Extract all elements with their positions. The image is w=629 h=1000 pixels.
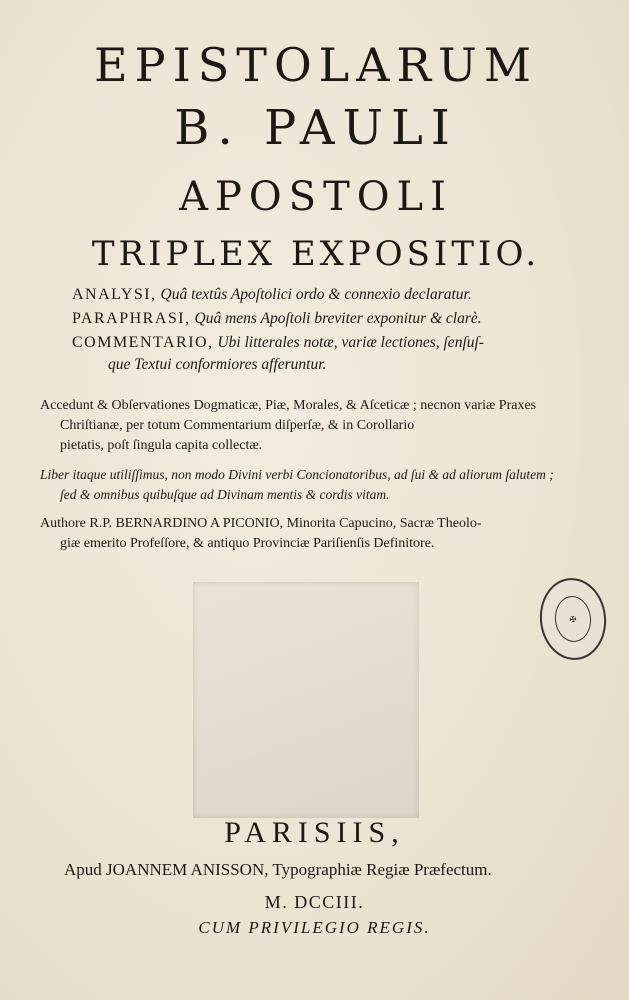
- paraphrasi-label: PARAPHRASI,: [72, 310, 191, 327]
- commentario-continuation: que Textui conformiores afferuntur.: [108, 356, 327, 373]
- analysi-label: ANALYSI,: [72, 286, 157, 303]
- commentario-label: COMMENTARIO,: [72, 334, 214, 351]
- title-line-triplex-expositio: TRIPLEX EXPOSITIO.: [91, 234, 541, 274]
- imprint-city: PARISIIS,: [224, 816, 405, 849]
- liber-line-2: ſed & omnibus quibuſque ad Divinam mentis & cordis vitam.: [60, 487, 390, 502]
- title-line-b-pauli: B. PAULI: [174, 100, 458, 156]
- paper-patch: [193, 582, 419, 818]
- library-stamp: [536, 575, 610, 663]
- author-line-1: Authore R.P. BERNARDINO A PICONIO, Minorita Capucino, Sacræ Theolo-: [40, 516, 482, 531]
- accedunt-line-3: pietatis, poſt ſingula capita collectæ.: [60, 438, 263, 453]
- imprint-year: M. DCCIII.: [264, 892, 365, 912]
- paraphrasi-text: Quâ mens Apoſtoli breviter exponitur & clarè.: [194, 310, 482, 327]
- paraphrasi-line: [72, 310, 482, 328]
- analysi-text: Quâ textûs Apoſtolici ordo & connexio declaratur.: [160, 286, 472, 303]
- imprint-privilege: CUM PRIVILEGIO REGIS.: [198, 918, 431, 937]
- author-line-2: giæ emerito Profeſſore, & antiquo Provinciæ Pariſienſis Definitore.: [60, 536, 435, 551]
- liber-line-1: Liber itaque utiliſſimus, non modo Divini verbi Concionatoribus, ad ſui & ad aliorum ſalutem ;: [40, 467, 554, 482]
- accedunt-line-2: Chriſtianæ, per totum Commentarium diſperſæ, & in Corollario: [60, 418, 415, 433]
- commentario-text: Ubi litterales notæ, variæ lectiones, ſenſuſ-: [217, 334, 484, 351]
- commentario-line: [72, 334, 484, 352]
- accedunt-line-1: Accedunt & Obſervationes Dogmaticæ, Piæ, Morales, & Aſceticæ ; necnon variæ Praxes: [40, 398, 537, 413]
- title-line-apostoli: APOSTOLI: [179, 174, 453, 220]
- title-line-epistolarum: EPISTOLARUM: [94, 38, 538, 92]
- imprint-printer: Apud JOANNEM ANISSON, Typographiæ Regiæ Præfectum.: [64, 860, 492, 879]
- analysi-line: [72, 286, 472, 304]
- library-stamp-emblem: ✠: [553, 594, 594, 644]
